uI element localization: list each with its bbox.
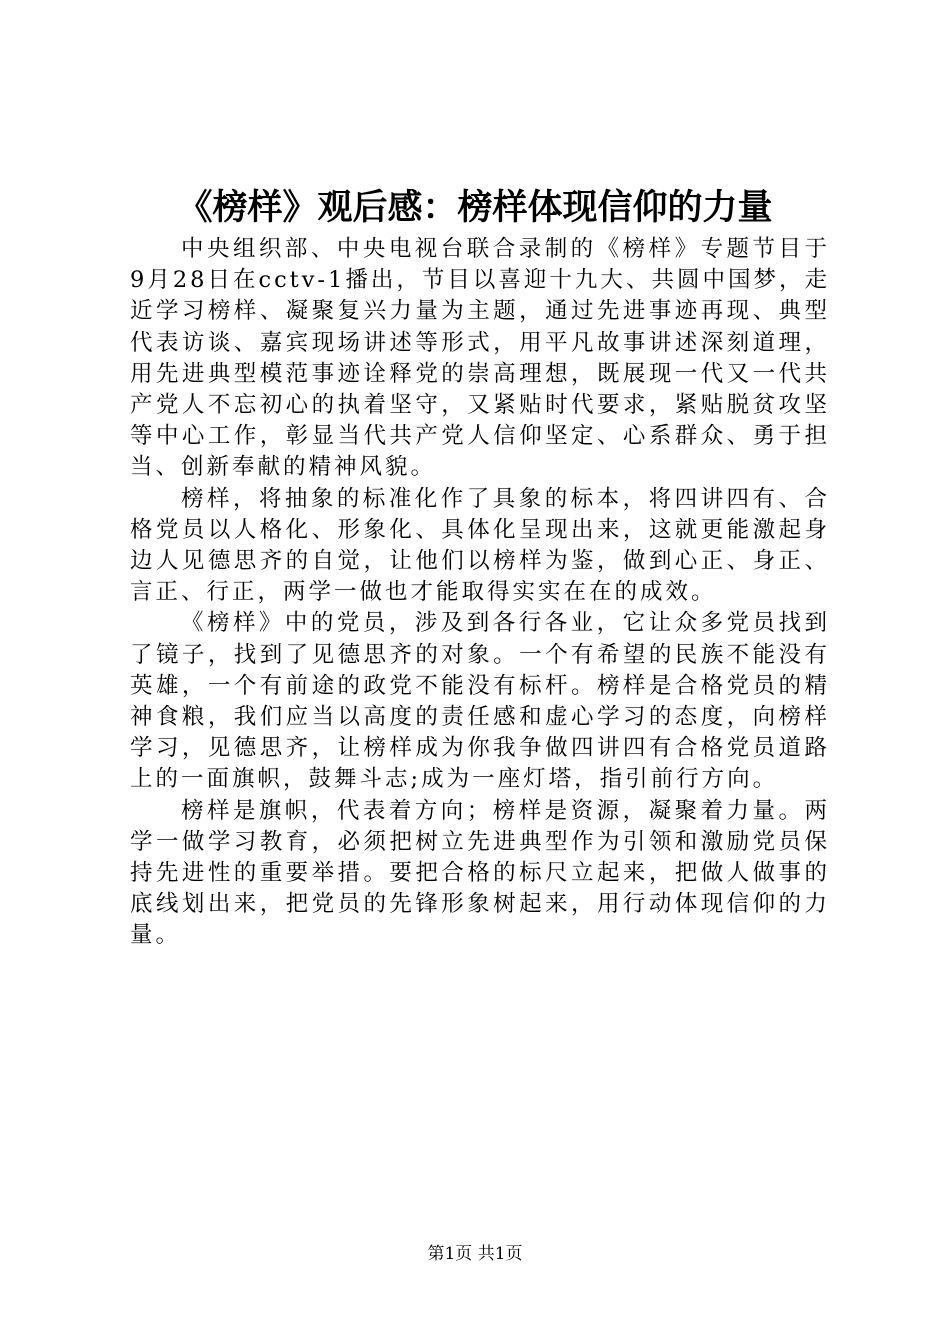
paragraph-1: 中央组织部、中央电视台联合录制的《榜样》专题节目于9月28日在cctv-1播出，节目以喜迎十九大、共圆中国梦，走近学习榜样、凝聚复兴力量为主题，通过先进事迹再现、典型代表访谈、嘉宾现场讲述等形式，用平凡故事讲述深刻道理，用先进典型模范事迹诠释党的崇高理想，既展现一代又一代共产党人不忘初心的执着坚守，又紧贴时代要求，紧贴脱贫攻坚等中心工作，彰显当代共产党人信仰坚定、心系群众、勇于担当、创新奉献的精神风貌。 [130, 236, 830, 481]
document-title: 《榜样》观后感：榜样体现信仰的力量 [177, 188, 773, 228]
paragraph-4: 榜样是旗帜，代表着方向；榜样是资源，凝聚着力量。两学一做学习教育，必须把树立先进典型作为引领和激励党员保持先进性的重要举措。要把合格的标尺立起来，把做人做事的底线划出来，把党员的先锋形象树起来，用行动体现信仰的力量。 [130, 797, 830, 949]
paragraph-2: 榜样，将抽象的标准化作了具象的标本，将四讲四有、合格党员以人格化、形象化、具体化呈现出来，这就更能激起身边人见德思齐的自觉，让他们以榜样为鉴，做到心正、身正、言正、行正，两学一做也才能取得实实在在的成效。 [130, 485, 830, 606]
page-footer: 第1页 共1页 [427, 1244, 523, 1264]
paragraph-3: 《榜样》中的党员，涉及到各行各业，它让众多党员找到了镜子，找到了见德思齐的对象。一个有希望的民族不能没有英雄，一个有前途的政党不能没有标杆。榜样是合格党员的精神食粮，我们应当以高度的责任感和虚心学习的态度，向榜样学习，见德思齐，让榜样成为你我争做四讲四有合格党员道路上的一面旗帜，鼓舞斗志;成为一座灯塔，指引前行方向。 [130, 610, 830, 793]
document-body [130, 234, 830, 952]
